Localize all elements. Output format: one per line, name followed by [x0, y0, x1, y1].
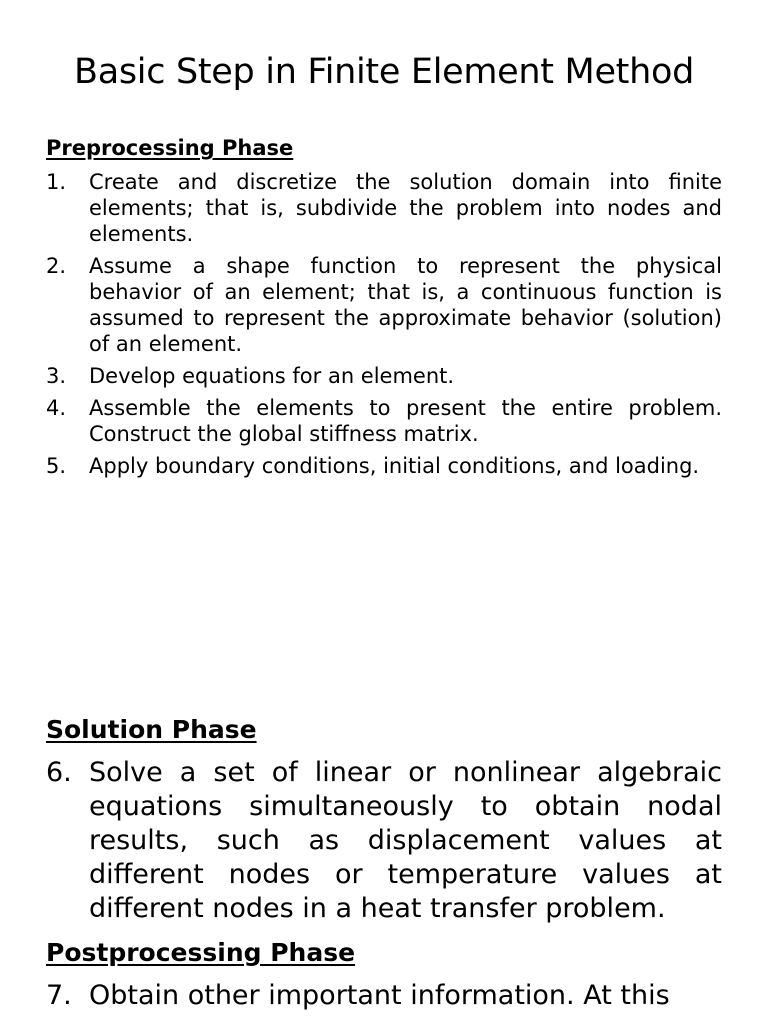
- item-number: 2.: [46, 254, 67, 278]
- list-item: [46, 363, 722, 389]
- postprocessing-list: [46, 979, 722, 1013]
- list-item: [46, 253, 722, 357]
- item-text: Solve a set of linear or nonlinear algebraic equations simultaneously to obtain nodal results, such as displacement values at different nodes or temperature values at different nodes in a heat transfer problem.: [89, 757, 722, 924]
- item-text: Assume a shape function to represent the physical behavior of an element; that is, a continuous function is assumed to represent the approximate behavior (solution) of an element.: [89, 254, 722, 356]
- item-text: Apply boundary conditions, initial conditions, and loading.: [89, 454, 700, 478]
- preprocessing-list: [46, 169, 722, 485]
- item-number: 5.: [46, 454, 67, 478]
- item-text: Obtain other important information. At this: [89, 980, 670, 1011]
- solution-list: [46, 756, 722, 926]
- list-item: [46, 453, 722, 479]
- solution-heading: Solution Phase: [46, 715, 257, 744]
- item-number: 6.: [46, 757, 72, 788]
- list-item: [46, 979, 722, 1013]
- item-text: Develop equations for an element.: [89, 364, 455, 388]
- item-number: 4.: [46, 396, 67, 420]
- list-item: [46, 169, 722, 247]
- postprocessing-heading: Postprocessing Phase: [46, 938, 356, 967]
- list-item: [46, 756, 722, 926]
- item-text: Assemble the elements to present the entire problem. Construct the global stiffness matrix.: [89, 396, 722, 446]
- page-title: Basic Step in Finite Element Method: [73, 52, 695, 92]
- item-text: Create and discretize the solution domain into finite elements; that is, subdivide the problem into nodes and elements.: [89, 170, 722, 246]
- item-number: 1.: [46, 170, 67, 194]
- preprocessing-heading: Preprocessing Phase: [46, 136, 294, 160]
- item-number: 7.: [46, 980, 72, 1011]
- list-item: [46, 395, 722, 447]
- item-number: 3.: [46, 364, 67, 388]
